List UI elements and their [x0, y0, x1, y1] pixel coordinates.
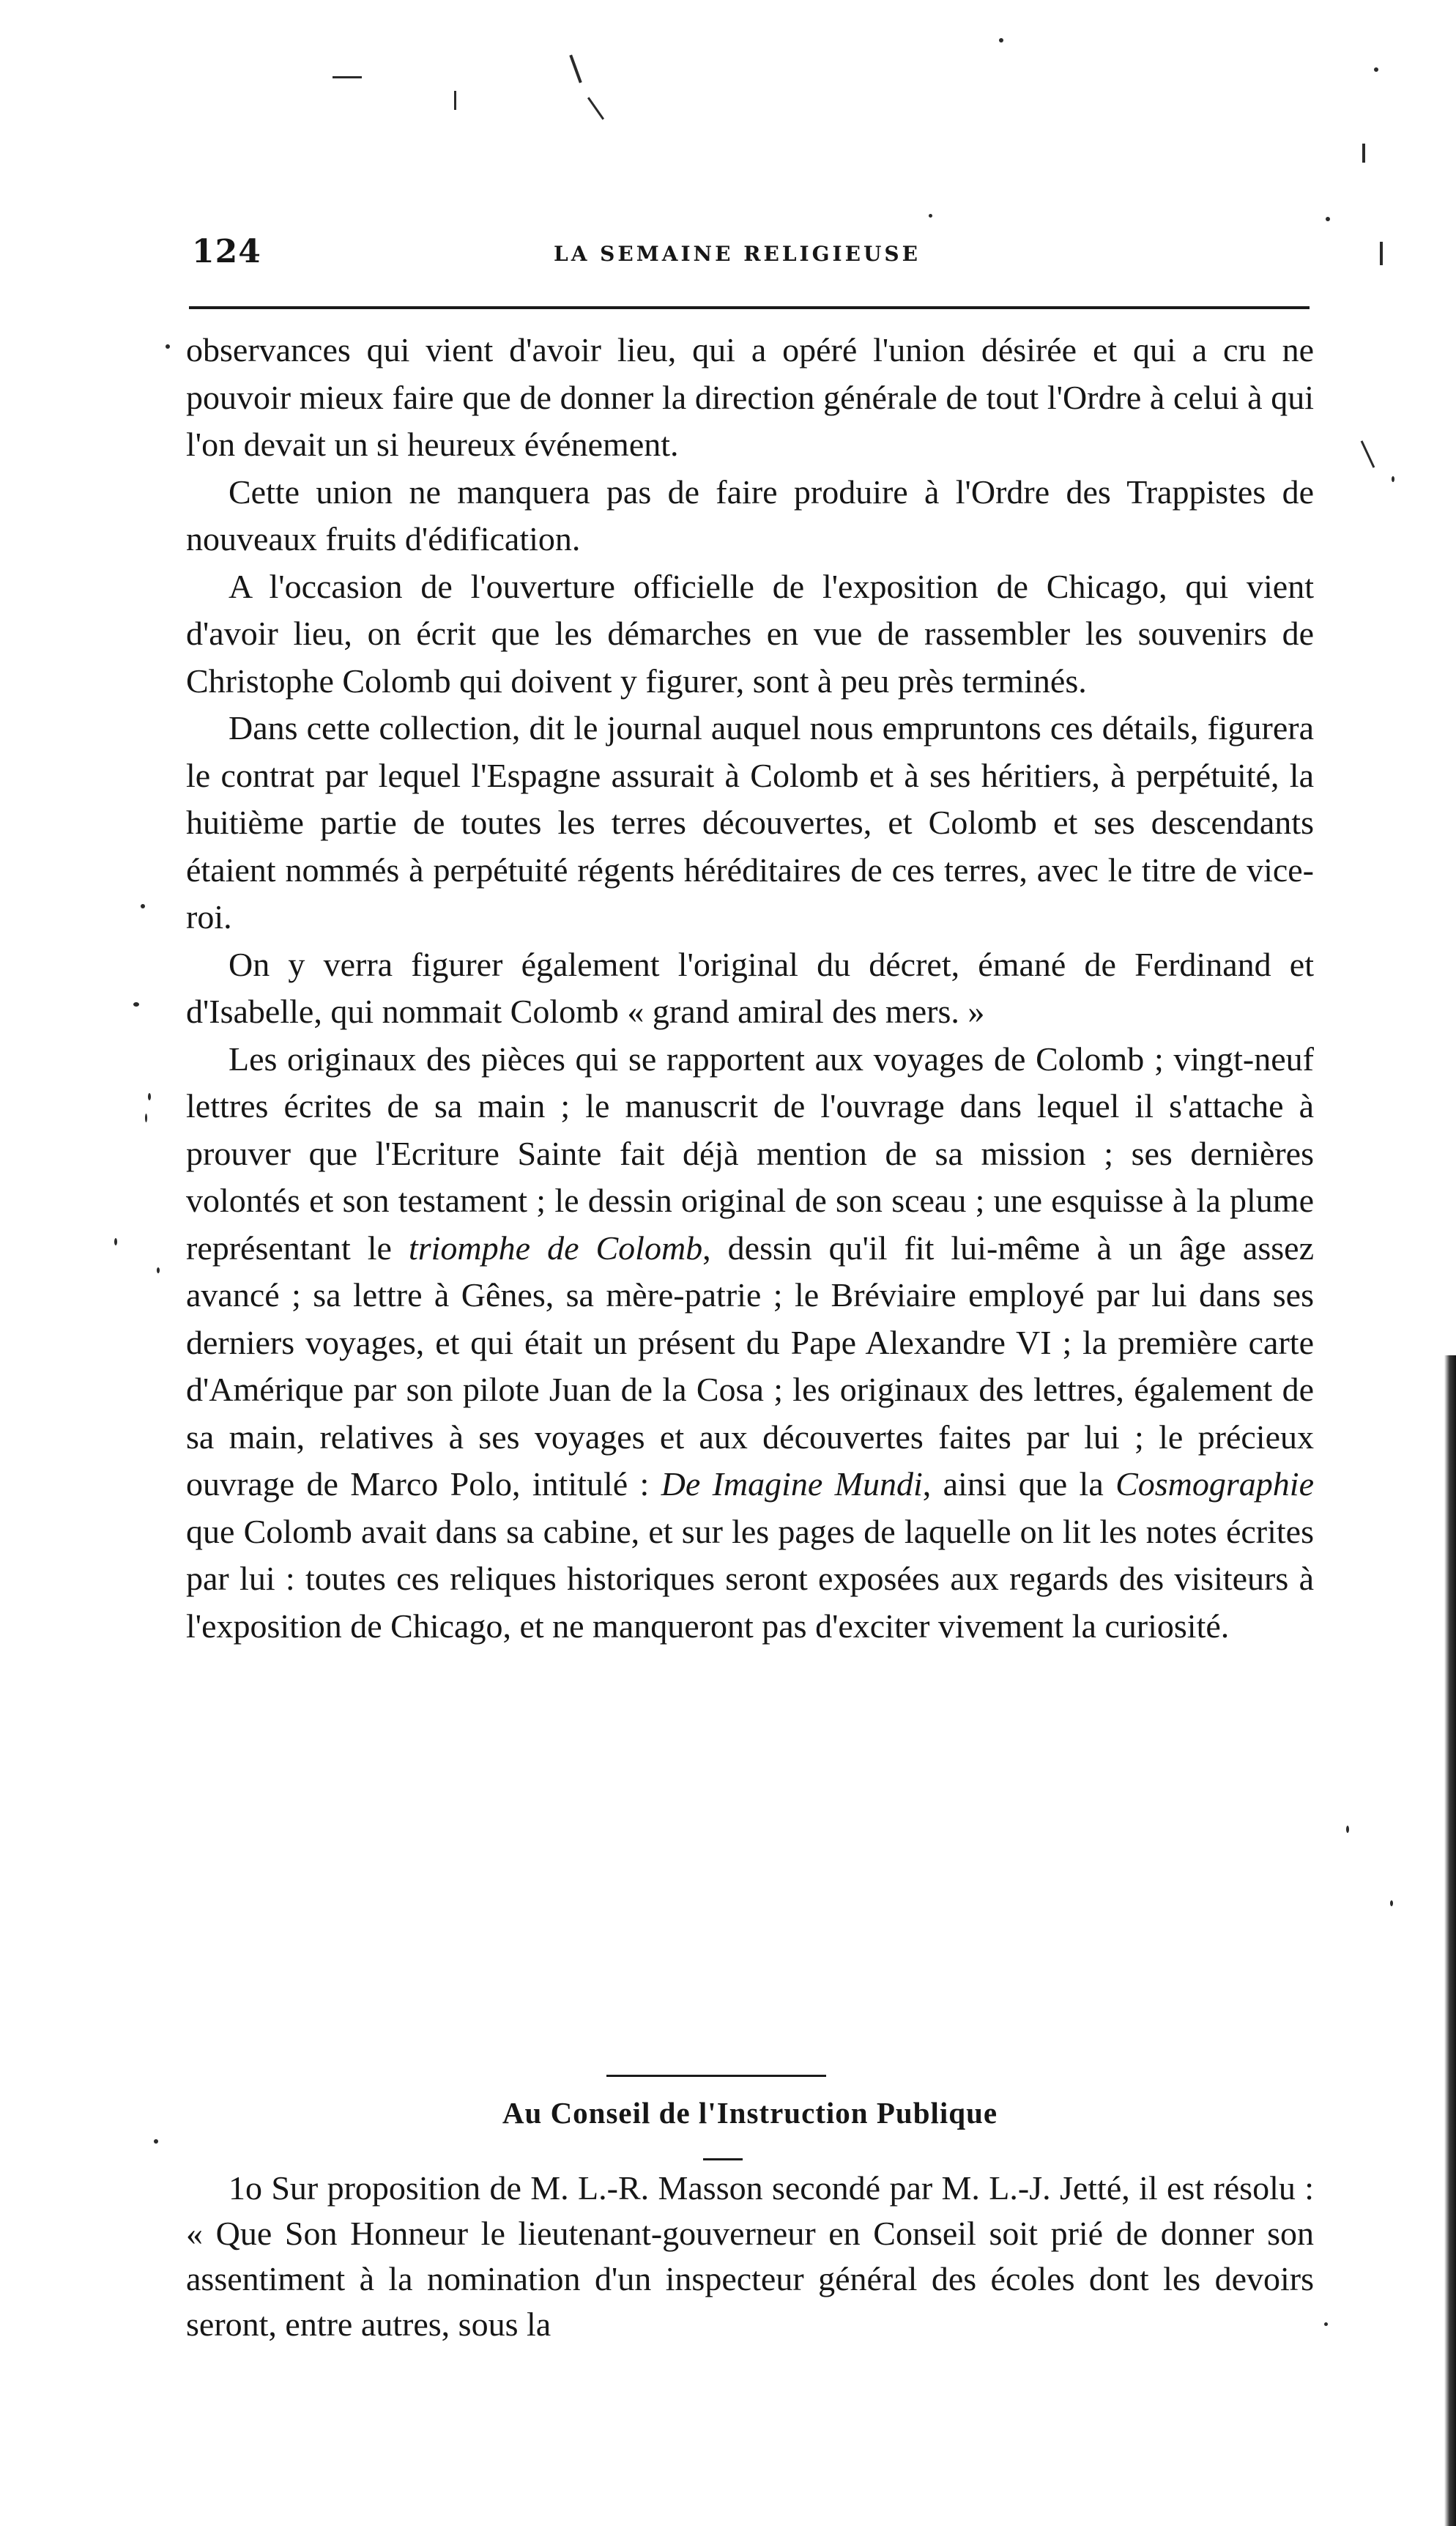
header-rule	[189, 306, 1310, 309]
page-binding-edge	[1444, 1355, 1456, 2526]
scan-speck	[1346, 1826, 1349, 1833]
text-run: , dessin qu'il fit lui-même à un âge assez avancé ; sa lettre à Gênes, sa mère-patrie ; le Bréviaire employé par lui dans ses derniers voyages, et qui était un présent du Pape Alexandre VI ; la première carte d'Amérique par son pilote Juan de la Cosa ; les originaux des lettres, également de sa main, relatives à ses voyages et aux découvertes faites par lui ; le précieux ouvrage de Marco Polo, intitulé :	[186, 1229, 1314, 1503]
scan-speck	[999, 38, 1003, 42]
italic-title: triomphe de Colomb	[408, 1229, 703, 1267]
section-body	[186, 2166, 1314, 2347]
section-heading: Au Conseil de l'Instruction Publique	[502, 2096, 998, 2130]
scan-speck	[1390, 1900, 1393, 1906]
text-run: , ainsi que la	[922, 1465, 1116, 1503]
running-title: LA SEMAINE RELIGIEUSE	[554, 242, 921, 266]
scan-speck	[157, 1267, 160, 1273]
scan-mark	[569, 55, 582, 84]
scan-speck	[1374, 67, 1378, 72]
italic-title: Cosmographie	[1115, 1465, 1314, 1503]
running-head	[187, 233, 1312, 277]
scan-mark	[333, 76, 362, 78]
paragraph-collection: Dans cette collection, dit le journal auquel nous empruntons ces détails, figurera le contrat par lequel l'Espagne assurait à Colomb et à ses héritiers, à perpétuité, la huitième partie de toutes les terres découvertes, et Colomb et ses descendants étaient nommés à perpétuité régents héréditaires de ces terres, avec le titre de vice-roi.	[186, 709, 1314, 936]
italic-title: De Imagine Mundi	[661, 1465, 923, 1503]
scan-speck	[133, 1002, 139, 1007]
paragraph-continuation: observances qui vient d'avoir lieu, qui a opéré l'union désirée et qui a cru ne pouvoir mieux faire que de donner la direction générale de tout l'Ordre à celui à qui l'on devait un si heureux événement.	[186, 331, 1314, 463]
paragraph-trappistes: Cette union ne manquera pas de faire produire à l'Ordre des Trappistes de nouveaux fruits d'édification.	[186, 473, 1314, 558]
scan-speck	[145, 1114, 147, 1122]
scan-mark	[1380, 242, 1383, 265]
scan-mark	[454, 91, 456, 110]
scan-speck	[141, 904, 145, 908]
page-number: 124	[192, 233, 261, 270]
heading-underline	[703, 2158, 743, 2160]
scan-speck	[929, 214, 932, 218]
text-run: que Colomb avait dans sa cabine, et sur les pages de laquelle on lit les notes écrites par lui : toutes ces reliques historiques seront exposées aux regards des visiteurs à l'exposition de Chicago, et ne manqueront pas d'exciter vivement la curiosité.	[186, 1512, 1314, 1645]
scan-speck	[166, 344, 170, 349]
scan-speck	[114, 1238, 117, 1245]
scan-mark	[1361, 440, 1375, 468]
article-body	[186, 327, 1314, 1650]
scan-speck	[1326, 217, 1330, 221]
paragraph-exposition: A l'occasion de l'ouverture officielle de l'exposition de Chicago, qui vient d'avoir lieu, on écrit que les démarches en vue de rassembler les souvenirs de Christophe Colomb qui doivent y figurer, sont à peu près terminés.	[186, 567, 1314, 700]
section-divider	[606, 2075, 826, 2077]
scan-mark	[587, 97, 604, 119]
scan-speck	[148, 1093, 151, 1100]
scan-speck	[1324, 2322, 1328, 2326]
paragraph-originaux	[186, 1036, 1314, 1651]
scan-speck	[154, 2139, 158, 2144]
text-run: Les originaux des pièces qui se rapportent aux voyages de Colomb ; vingt-neuf lettres écrites de sa main ; le manuscrit de l'ouvrage dans lequel il s'attache à prouver que l'Ecriture Sainte fait déjà mention de sa mission ; ses dernières volontés et son testament ; le dessin original de son sceau ; une esquisse à la plume représentant le	[186, 1040, 1314, 1267]
scan-speck	[1392, 476, 1394, 482]
paragraph-resolution: 1o Sur proposition de M. L.-R. Masson secondé par M. L.-J. Jetté, il est résolu : « Que Son Honneur le lieutenant-gouverneur en Conseil soit prié de donner son assentiment à la nomination d'un inspecteur général des écoles dont les devoirs seront, entre autres, sous la	[186, 2169, 1314, 2343]
scan-mark	[1362, 144, 1365, 163]
paragraph-decret: On y verra figurer également l'original du décret, émané de Ferdinand et d'Isabelle, qui nommait Colomb « grand amiral des mers. »	[186, 945, 1314, 1030]
